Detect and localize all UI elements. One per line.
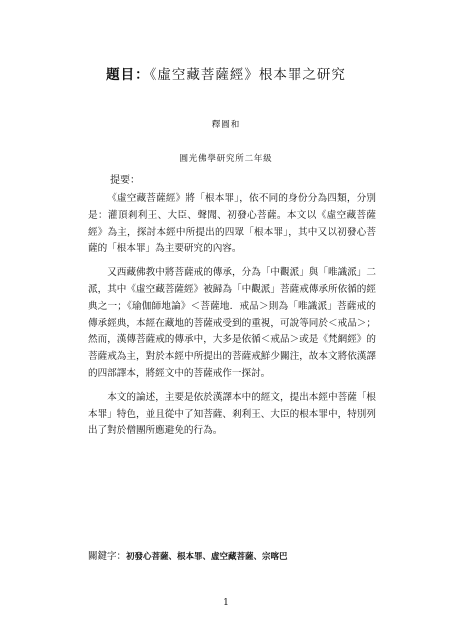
page-number: 1	[223, 598, 229, 608]
author-name: 釋圓和	[211, 120, 241, 130]
title-label: 題目：	[106, 67, 150, 83]
keywords-line	[88, 548, 288, 562]
keywords-list: 初發心菩薩、根本罪、虛空藏菩薩、宗喀巴	[126, 552, 288, 562]
abstract-paragraph-3: 本文的論述，主要是依於漢譯本中的經文，提出本經中菩薩「根本罪」特色，並且從中了知菩薩、剎利王、大臣的根本罪中，特別列出了對於僧團所應避免的行為。	[88, 391, 376, 437]
abstract-body	[88, 191, 376, 447]
abstract-heading: 提要：	[110, 175, 140, 186]
keywords-label: 關鍵字：	[88, 551, 127, 562]
title-text: 《虛空藏菩薩經》根本罪之研究	[149, 67, 346, 83]
author-affiliation: 圓光佛學研究所二年級	[179, 154, 273, 164]
paper-title	[0, 66, 452, 84]
abstract-paragraph-2: 又西藏佛教中將菩薩戒的傳承，分為「中觀派」與「唯識派」二派，其中《虛空藏菩薩經》被歸為「中觀派」菩薩戒傳承所依循的經典之一；《瑜伽師地論》＜菩薩地．戒品＞則為「唯識派」菩薩戒的傳承經典，本經在藏地的菩薩戒受到的重視，可說等同於＜戒品＞；然而，漢傳菩薩戒的傳承中，大多是依循＜戒品＞或是《梵網經》的菩薩戒為主，對於本經中所提出的菩薩戒鮮少關注，故本文將依漢譯的四部譯本，將經文中的菩薩戒作一探討。	[88, 267, 376, 379]
abstract-paragraph-1: 《虛空藏菩薩經》將「根本罪」，依不同的身份分為四類，分別是：灌頂剎利王、大臣、聲聞、初發心菩薩。本文以《虛空藏菩薩經》為主，探討本經中所提出的四眾「根本罪」，其中又以初發心菩薩的「根本罪」為主要研究的內容。	[88, 193, 376, 255]
